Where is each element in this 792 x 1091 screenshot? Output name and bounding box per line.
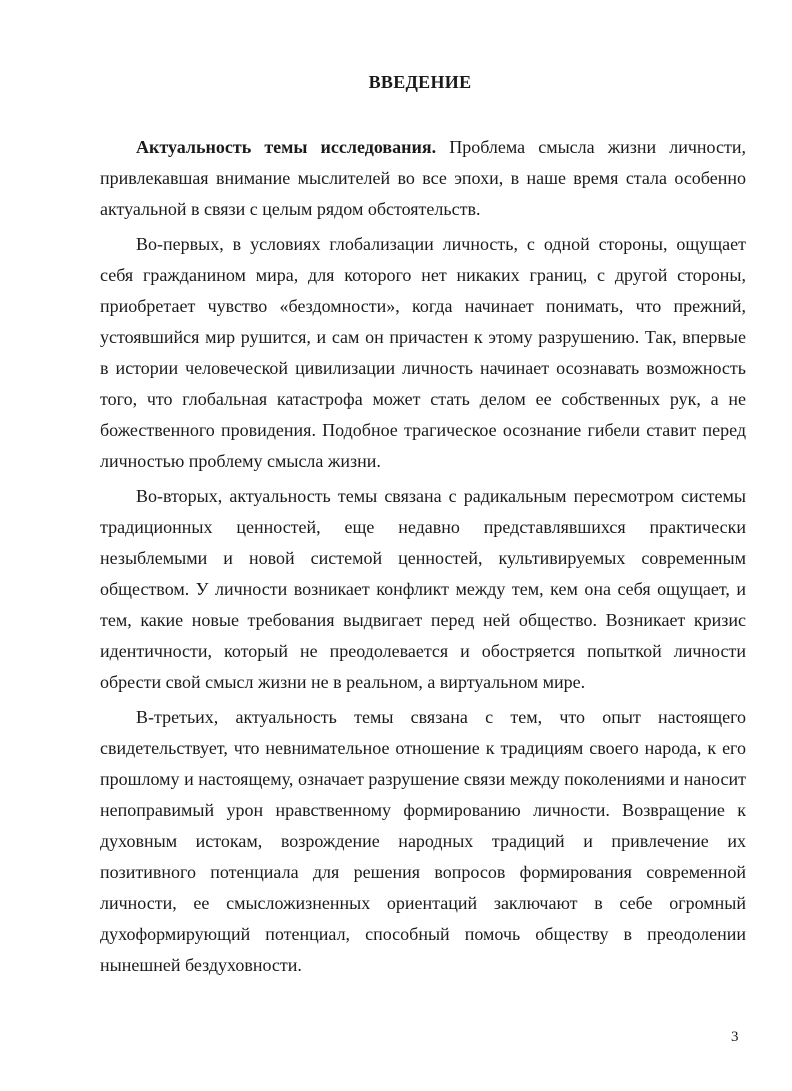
paragraph-lead: Актуальность темы исследования. (136, 137, 437, 157)
paragraph-second-reason: Во-вторых, актуальность темы связана с радикальным пересмотром системы традиционных ценностей, еще недавно представлявшихся практически незыблемыми и новой системой ценностей, культивируемых современным обществом. У личности возникает конфликт между тем, кем она себя ощущает, и тем, какие новые требования выдвигает перед ней общество. Возникает кризис идентичности, который не преодолевается и обостряется попыткой личности обрести свой смысл жизни не в реальном, а виртуальном мире. (100, 486, 746, 692)
section-heading: ВВЕДЕНИЕ (368, 72, 472, 92)
paragraph-third-reason: В-третьих, актуальность темы связана с тем, что опыт настоящего свидетельствует, что невнимательное отношение к традициям своего народа, к его прошлому и настоящему, означает разрушение связи между поколениями и наносит непоправимый урон нравственному формированию личности. Возвращение к духовным истокам, возрождение народных традиций и привлечение их позитивного потенциала для решения вопросов формирования современной личности, ее смысложизненных ориентаций заключают в себе огромный духоформирующий потенциал, способный помочь обществу в преодолении нынешней бездуховности. (100, 707, 746, 975)
paragraph-text: Проблема смысла жизни личности, привлекавшая внимание мыслителей во все эпохи, в наше время стала особенно актуальной в связи с целым рядом обстоятельств. (100, 137, 746, 219)
page-number: 3 (731, 1029, 739, 1045)
paragraph-first-reason: Во-первых, в условиях глобализации личность, с одной стороны, ощущает себя гражданином мира, для которого нет никаких границ, с другой стороны, приобретает чувство «бездомности», когда начинает понимать, что прежний, устоявшийся мир рушится, и сам он причастен к этому разрушению. Так, впервые в истории человеческой цивилизации личность начинает осознавать возможность того, что глобальная катастрофа может стать делом ее собственных рук, а не божественного провидения. Подобное трагическое осознание гибели ставит перед личностью проблему смысла жизни. (100, 234, 746, 471)
paragraph-relevance (100, 132, 746, 225)
document-body (100, 132, 746, 985)
